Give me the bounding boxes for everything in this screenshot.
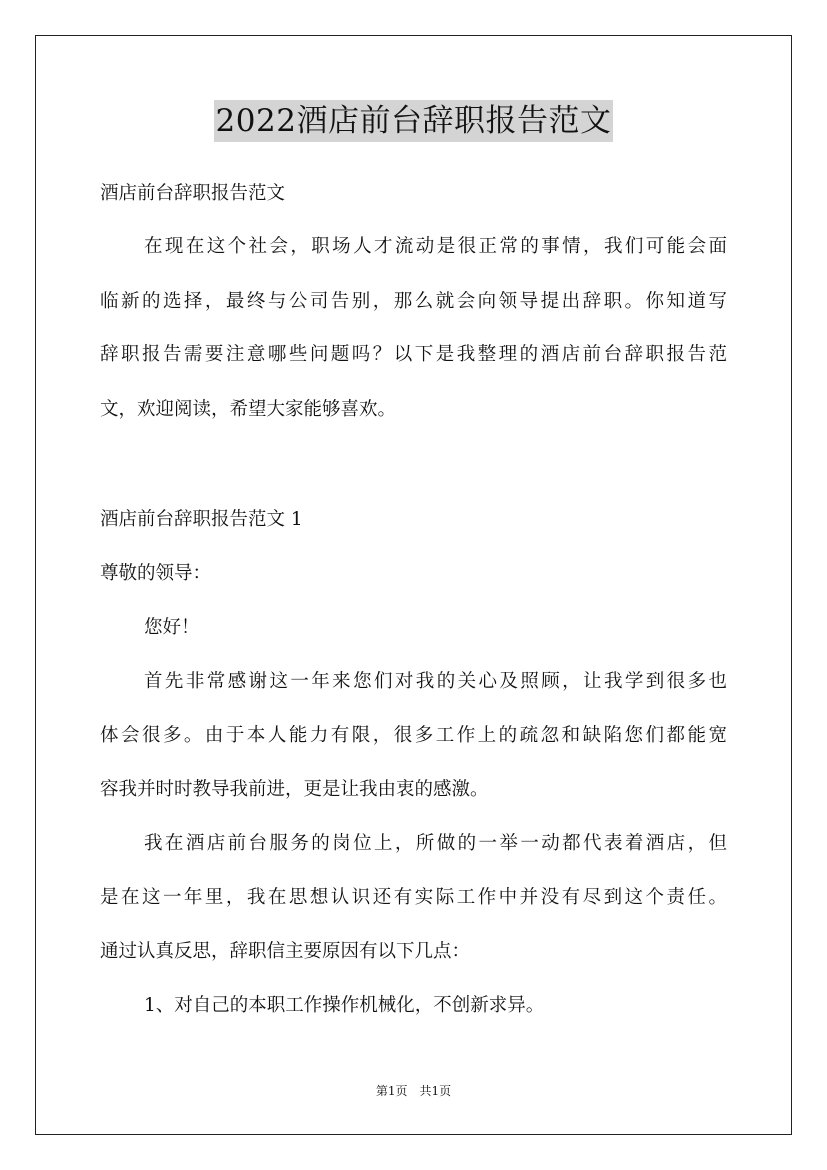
salutation: 尊敬的领导： [100,563,212,584]
list-item: 1、对自己的本职工作操作机械化，不创新求异。 [144,995,545,1016]
paragraph-line: 容我并时时教导我前进，更是让我由衷的感激。 [100,779,489,800]
paragraph-line: 我在酒店前台服务的岗位上，所做的一举一动都代表着酒店，但 [144,833,727,854]
intro-line: 辞职报告需要注意哪些问题吗？以下是我整理的酒店前台辞职报告范 [100,344,727,365]
intro-line: 临新的选择，最终与公司告别，那么就会向领导提出辞职。你知道写 [100,291,727,312]
document-title: 2022酒店前台辞职报告范文 [214,100,614,142]
intro-line: 文，欢迎阅读，希望大家能够喜欢。 [100,399,397,420]
document-subtitle: 酒店前台辞职报告范文 [100,183,286,204]
title-container [0,100,827,142]
paragraph-line: 首先非常感谢这一年来您们对我的关心及照顾，让我学到很多也 [144,671,727,692]
greeting: 您好！ [144,617,200,638]
section-heading: 酒店前台辞职报告范文 1 [100,509,303,530]
paragraph-line: 是在这一年里，我在思想认识还有实际工作中并没有尽到这个责任。 [100,887,727,908]
intro-line: 在现在这个社会，职场人才流动是很正常的事情，我们可能会面 [144,236,727,257]
page-footer: 第1页 共1页 [375,1084,452,1098]
paragraph-line: 体会很多。由于本人能力有限，很多工作上的疏忽和缺陷您们都能宽 [100,725,727,746]
paragraph-line: 通过认真反思，辞职信主要原因有以下几点： [100,941,471,962]
